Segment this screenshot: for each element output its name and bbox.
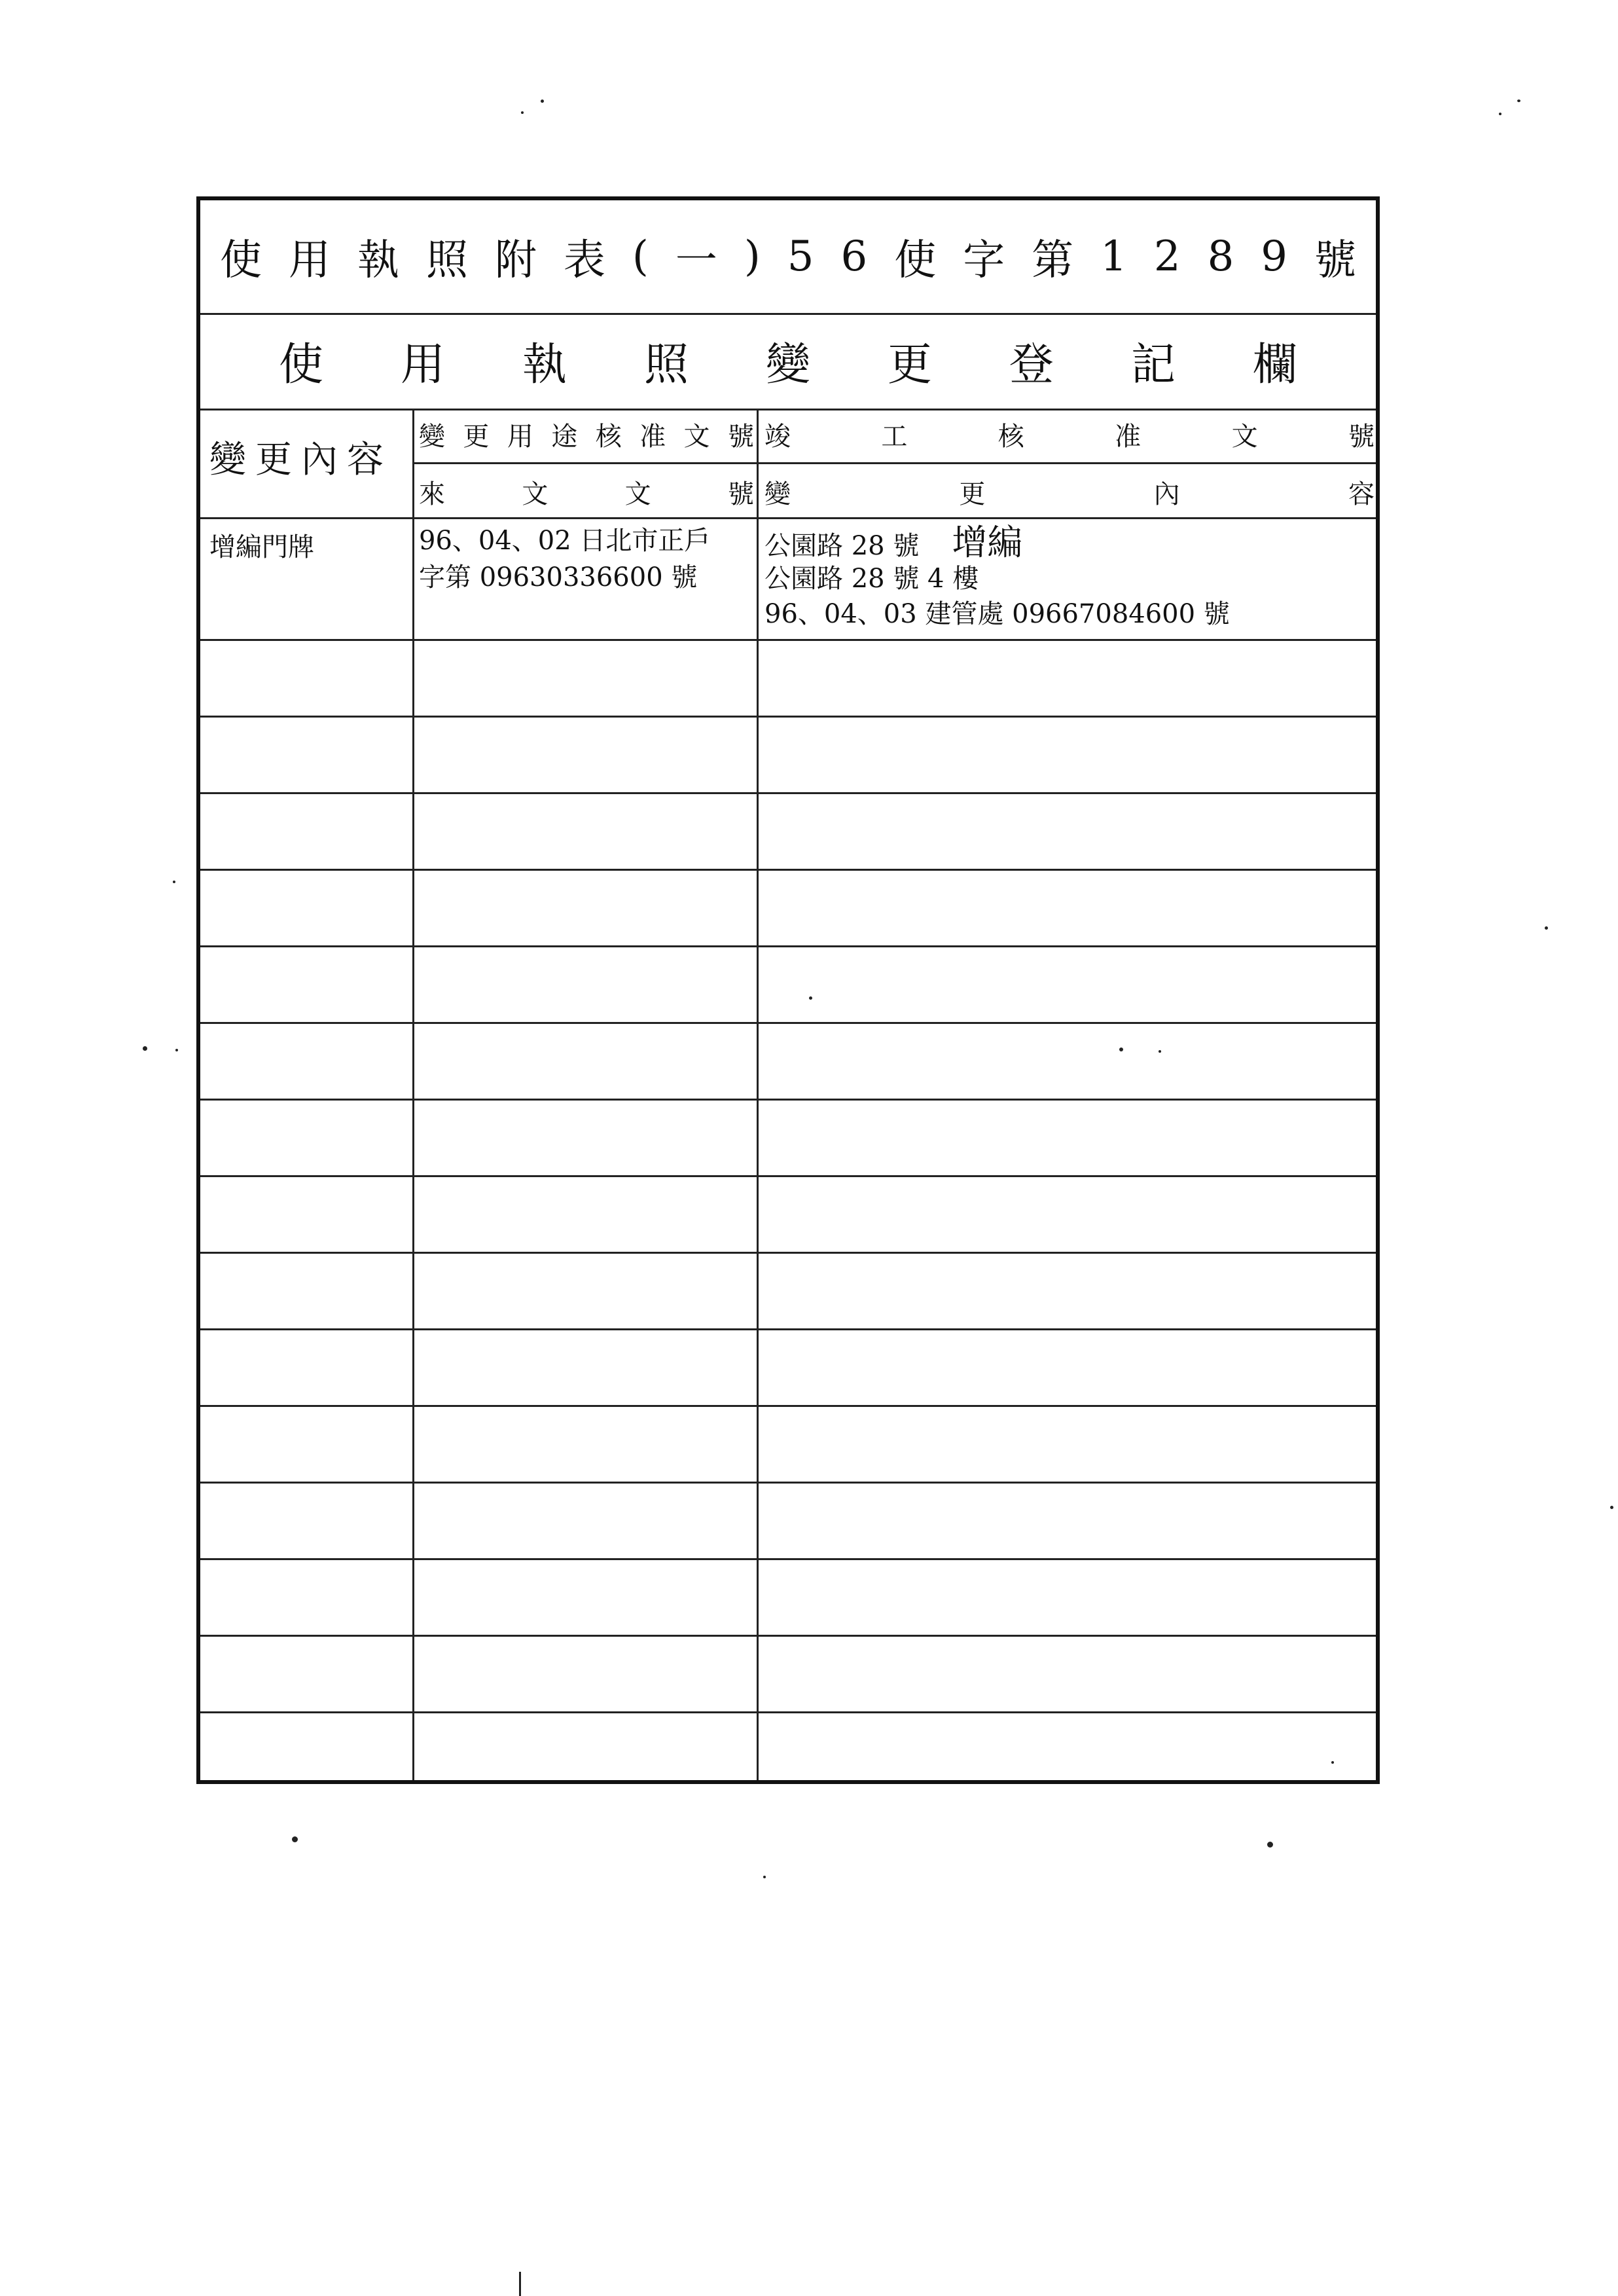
title-char: 一: [675, 236, 717, 285]
col-header-approval-doc-top: [419, 411, 754, 457]
table-row: [200, 1328, 1376, 1330]
rule-line: [200, 409, 1376, 410]
title-char: 8: [1207, 232, 1234, 281]
banner-char: 欄: [1252, 338, 1297, 391]
title-char: 字: [963, 236, 1005, 285]
banner-char: 執: [522, 338, 567, 391]
table-row: [200, 639, 1376, 641]
header-char: 號: [727, 479, 754, 509]
title-char: 號: [1314, 236, 1356, 285]
title-char: 附: [494, 236, 537, 285]
title-char: 照: [425, 236, 468, 285]
banner-char: 變: [765, 338, 810, 391]
entry-incoming-doc-line2: 字第 09630336600 號: [419, 562, 698, 592]
banner-char: 更: [887, 338, 932, 391]
header-char: 文: [1231, 421, 1258, 452]
header-char: 內: [1153, 479, 1180, 509]
entry-handwritten-note: 增編: [952, 522, 1023, 563]
title-char: 使: [220, 236, 262, 285]
header-char: 竣: [764, 421, 791, 452]
header-char: 准: [639, 421, 666, 452]
header-char: 核: [595, 421, 622, 452]
table-row: [200, 792, 1376, 794]
title-char: 6: [840, 232, 868, 281]
table-row: [200, 1252, 1376, 1254]
header-char: 號: [727, 421, 754, 452]
scan-speck: [175, 1049, 178, 1051]
header-char: 文: [683, 421, 710, 452]
title-char: ): [744, 232, 761, 281]
banner-char: 用: [400, 338, 445, 391]
header-char: 變: [764, 479, 791, 509]
title-char: 2: [1153, 232, 1181, 281]
table-row: [200, 716, 1376, 718]
title-char: 5: [787, 232, 814, 281]
scan-speck: [521, 111, 524, 114]
scan-speck: [1517, 100, 1520, 102]
entry-change-detail-line3: 96、04、03 建管處 09667084600 號: [764, 599, 1230, 629]
header-char: 更: [463, 421, 490, 452]
table-row: [200, 1099, 1376, 1101]
scan-speck: [1267, 1842, 1273, 1848]
col-header-change-detail: [764, 469, 1375, 515]
banner-char: 使: [279, 338, 324, 391]
scan-speck: [1545, 926, 1548, 930]
title-char: 表: [563, 236, 605, 285]
usage-license-form: [196, 196, 1380, 1784]
scan-speck: [541, 100, 544, 103]
entry-incoming-doc-line1: 96、04、02 日北市正戶: [419, 526, 711, 556]
rule-line: [414, 462, 1376, 464]
entry-change-detail-line1: [764, 522, 1023, 563]
table-row: [200, 1482, 1376, 1484]
title-char: (: [632, 232, 649, 281]
entry-change-content: 增編門牌: [209, 532, 314, 562]
title-char: 9: [1261, 232, 1287, 281]
header-char: 來: [419, 479, 445, 509]
banner-char: 照: [643, 338, 689, 391]
title-char: 第: [1032, 236, 1074, 285]
col-header-change-content: 變更內容: [209, 439, 393, 481]
scan-speck: [519, 2272, 521, 2296]
header-char: 變: [419, 421, 445, 452]
form-title: [200, 200, 1376, 313]
header-char: 准: [1115, 421, 1142, 452]
table-row: [200, 1711, 1376, 1713]
entry-address-old: 公園路 28 號: [764, 531, 920, 561]
title-char: 使: [894, 236, 937, 285]
table-row: [200, 1175, 1376, 1177]
col-header-incoming-doc: [419, 469, 754, 515]
scan-speck: [143, 1046, 147, 1051]
header-char: 途: [551, 421, 578, 452]
banner-char: 記: [1130, 338, 1176, 391]
banner-char: 登: [1009, 338, 1054, 391]
header-char: 核: [998, 421, 1024, 452]
table-row: [200, 1558, 1376, 1560]
header-char: 文: [522, 479, 548, 509]
table-row: [200, 1405, 1376, 1407]
col-header-completion-doc: [764, 411, 1375, 457]
title-char: 執: [357, 236, 399, 285]
scan-speck: [292, 1836, 298, 1842]
title-char: 1: [1100, 232, 1127, 281]
header-char: 用: [507, 421, 533, 452]
rule-line: [200, 517, 1376, 519]
title-char: 用: [288, 236, 331, 285]
header-char: 文: [624, 479, 651, 509]
table-row: [200, 1022, 1376, 1024]
entry-change-detail-line2: 公園路 28 號 4 樓: [764, 564, 979, 594]
table-row: [200, 1635, 1376, 1637]
header-char: 工: [881, 421, 908, 452]
header-char: 容: [1348, 479, 1375, 509]
section-banner: [200, 313, 1376, 409]
table-row: [200, 869, 1376, 871]
column-divider: [412, 409, 414, 1780]
scan-speck: [763, 1876, 766, 1878]
header-char: 更: [959, 479, 986, 509]
scan-speck: [1499, 113, 1501, 115]
table-row: [200, 945, 1376, 947]
column-divider: [757, 409, 759, 1780]
scan-speck: [173, 881, 175, 883]
scan-speck: [1610, 1506, 1613, 1509]
header-char: 號: [1348, 421, 1375, 452]
